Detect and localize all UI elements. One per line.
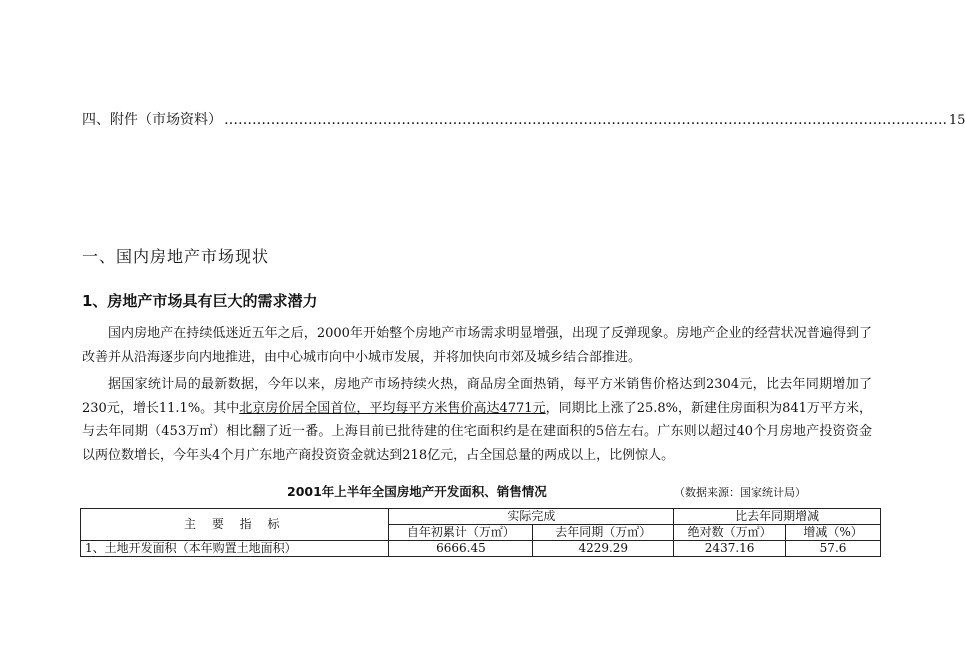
stats-table	[80, 508, 881, 557]
subheading: 1、房地产市场具有巨大的需求潜力	[82, 292, 318, 310]
table-source-note: （数据来源：国家统计局）	[674, 486, 806, 499]
header-last-year: 去年同期（万㎡）	[533, 525, 674, 541]
table-caption	[82, 482, 872, 502]
table-header-row	[81, 509, 881, 525]
paragraph-text-continued: ，同期比上涨了25.8%，新建住房面积为841万平方米，与去年同期（453万㎡）相比翻了近一番。上海目前已批待建的住宅面积约是在建面积的5倍左右。广东则以超过40个月房地产投资资金以两位数增长，今年头4个月广东地产商投资资金就达到218亿元，占全国总量的两成以上，比例惊人。	[82, 400, 872, 463]
section-heading: 一、国内房地产市场现状	[82, 247, 270, 266]
header-absolute: 绝对数（万㎡）	[674, 525, 786, 541]
underlined-highlight: 北京房价居全国首位，平均每平方米售价高达4771元	[239, 400, 546, 416]
header-ytd-total: 自年初累计（万㎡）	[389, 525, 533, 541]
table-title: 2001年上半年全国房地产开发面积、销售情况	[287, 484, 547, 499]
toc-page-number: 15	[948, 113, 965, 128]
toc-entry-appendix[interactable]	[82, 109, 965, 129]
paragraph-statistics	[82, 373, 872, 467]
header-actual-completed: 实际完成	[389, 509, 674, 525]
paragraph-market-rebound: 国内房地产在持续低迷近五年之后，2000年开始整个房地产市场需求明显增强，出现了反弹现象。房地产企业的经营状况普遍得到了改善并从沿海逐步向内地推进，由中心城市向中小城市发展，并将加快向市郊及城乡结合部推进。	[82, 326, 872, 365]
table-row	[81, 541, 881, 557]
cell-ytd: 6666.45	[389, 541, 533, 557]
header-main-indicator: 主 要 指 标	[81, 509, 389, 541]
header-percent: 增减（%）	[786, 525, 881, 541]
cell-absolute: 2437.16	[674, 541, 786, 557]
row-label: 1、土地开发面积（本年购置土地面积）	[81, 541, 389, 557]
cell-percent: 57.6	[786, 541, 881, 557]
cell-last-year: 4229.29	[533, 541, 674, 557]
paragraph-text: 据国家统计局的最新数据，今年以来，房地产市场持续火热，商品房全面热销，每平方米销售价格达到2304元，比去年同期增加了230元，增长11.1%。其中	[82, 377, 872, 416]
toc-entry-label: 四、附件（市场资料）	[82, 112, 222, 128]
toc-dot-leader: ………………………………………………………………………………………………………………………………………..	[224, 112, 947, 128]
header-yoy-change: 比去年同期增减	[674, 509, 881, 525]
